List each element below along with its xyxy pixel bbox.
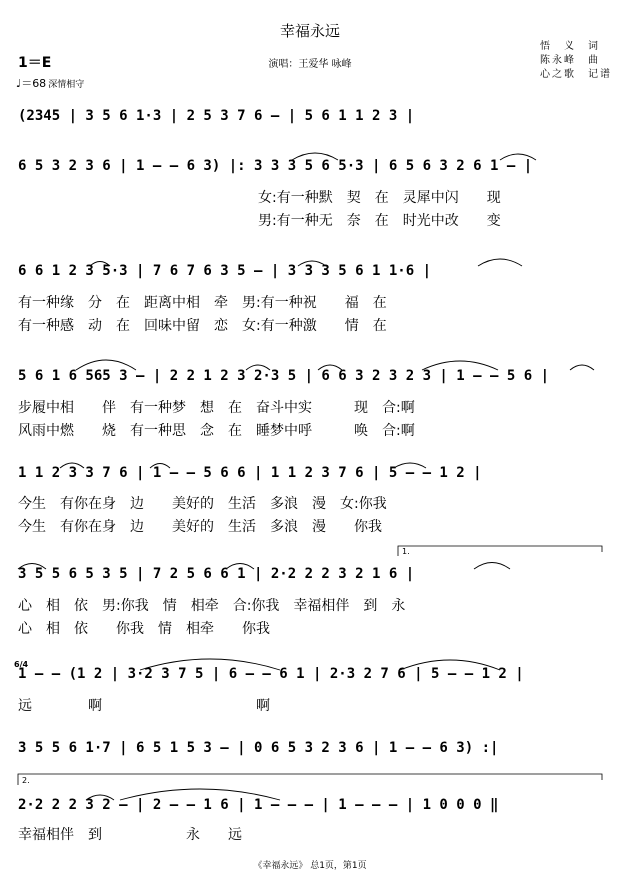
slur-14: [18, 564, 46, 570]
score-system-2-lyric-1: 女:有一种默 契 在 灵犀中闪 现: [258, 190, 501, 206]
slur-12: [150, 464, 170, 469]
tempo-value: ♩＝68: [16, 77, 47, 90]
score-system-1-notes: (2345 | 3 5 6 1·3 | 2 5 3 7 6 – | 5 6 1 1 2 3 |: [18, 108, 415, 124]
slur-7: [246, 365, 270, 370]
score-system-4-notes: 5 6 1 6 565 3 – | 2 2 1 2 3 2·3 5 | 6 6 3 2 3 2 3 | 1 – – 5 6 |: [18, 368, 550, 384]
composer-credit: 陈永峰 曲: [540, 55, 600, 66]
meter-change-mark: 6/4: [14, 660, 29, 669]
slur-8: [318, 365, 342, 370]
score-system-4-lyric-2: 风雨中燃 烧 有一种思 念 在 睡梦中呼 唤 合:啊: [18, 423, 415, 439]
score-system-3-notes: 6 6 1 2 3 5·3 | 7 6 7 6 3 5 – | 3 3 3 5 6 1 1·6 |: [18, 263, 432, 279]
slur-1: [292, 153, 338, 160]
score-system-9-lyric-1: 幸福相伴 到 永 远: [18, 827, 242, 843]
score-system-2-notes: 6 5 3 2 3 6 | 1 – – 6 3) |: 3 3 3 5 6 5·3 | 6 5 6 3 2 6 1 – |: [18, 158, 533, 174]
score-system-2-lyric-2: 男:有一种无 奈 在 时光中改 变: [258, 213, 501, 229]
volta-1-label: 1.: [402, 547, 410, 556]
slur-20: [120, 789, 280, 800]
volta-2-label: 2.: [22, 776, 30, 785]
lyricist-credit: 悟 义 词: [540, 41, 600, 52]
slur-6: [76, 360, 136, 370]
key-signature: 1＝E: [18, 55, 52, 71]
transcriber-credit: 心之歌 记谱: [540, 69, 612, 80]
score-system-3-lyric-2: 有一种感 动 在 回味中留 恋 女:有一种激 情 在: [18, 318, 387, 334]
page-footer: 《幸福永远》 总1页，第1页: [253, 861, 367, 871]
score-system-6-notes: 3 5 5 6 5 3 5 | 7 2 5 6 6 1 | 2·2 2 2 3 2 1 6 |: [18, 566, 415, 582]
slur-19: [86, 795, 114, 800]
slur-10: [570, 365, 594, 370]
singer-line: 演唱：王爱华 咏峰: [268, 59, 352, 70]
slur-17: [140, 659, 280, 670]
score-system-4-lyric-1: 步履中相 伴 有一种梦 想 在 奋斗中实 现 合:啊: [18, 400, 415, 416]
score-system-7-lyric-1: 远 啊 啊: [18, 698, 270, 714]
score-system-6-lyric-1: 心 相 依 男:你我 情 相牵 合:你我 幸福相伴 到 永: [18, 598, 406, 614]
slur-16: [474, 563, 510, 570]
slur-2: [500, 154, 536, 160]
score-system-8-notes: 3 5 5 6 1·7 | 6 5 1 5 3 – | 0 6 5 3 2 3 6 | 1 – – 6 3) :|: [18, 740, 499, 756]
song-title: 幸福永远: [279, 22, 340, 40]
slur-9: [422, 361, 498, 370]
score-system-5-lyric-1: 今生 有你在身 边 美好的 生活 多浪 漫 女:你我: [18, 496, 387, 512]
volta-1-bracket: [398, 546, 602, 556]
score-system-9-notes: 2·2 2 2 3 2 – | 2 – – 1 6 | 1 – – – | 1 – – – | 1 0 0 0 ‖: [18, 797, 499, 813]
score-system-5-lyric-2: 今生 有你在身 边 美好的 生活 多浪 漫 你我: [18, 519, 382, 535]
score-system-3-lyric-1: 有一种缘 分 在 距离中相 牵 男:有一种祝 福 在: [18, 295, 387, 311]
slur-18: [400, 660, 500, 670]
volta-2-bracket: [18, 774, 602, 785]
score-system-7-notes: 1 – – (1 2 | 3·2 3 7 5 | 6 – – 6 1 | 2·3 2 7 6 | 5 – – 1 2 |: [18, 666, 524, 682]
slur-11: [60, 463, 84, 468]
slur-4: [298, 261, 326, 266]
slur-13: [394, 463, 426, 468]
slur-3: [90, 262, 110, 267]
score-system-6-lyric-2: 心 相 依 你我 情 相牵 你我: [18, 621, 270, 637]
slur-15: [226, 564, 254, 570]
slur-5: [478, 259, 522, 266]
score-system-5-notes: 1 1 2 3 3 7 6 | 1 – – 5 6 6 | 1 1 2 3 7 6 | 5 – – 1 2 |: [18, 465, 482, 481]
mood-text: 深情相守: [48, 80, 85, 90]
